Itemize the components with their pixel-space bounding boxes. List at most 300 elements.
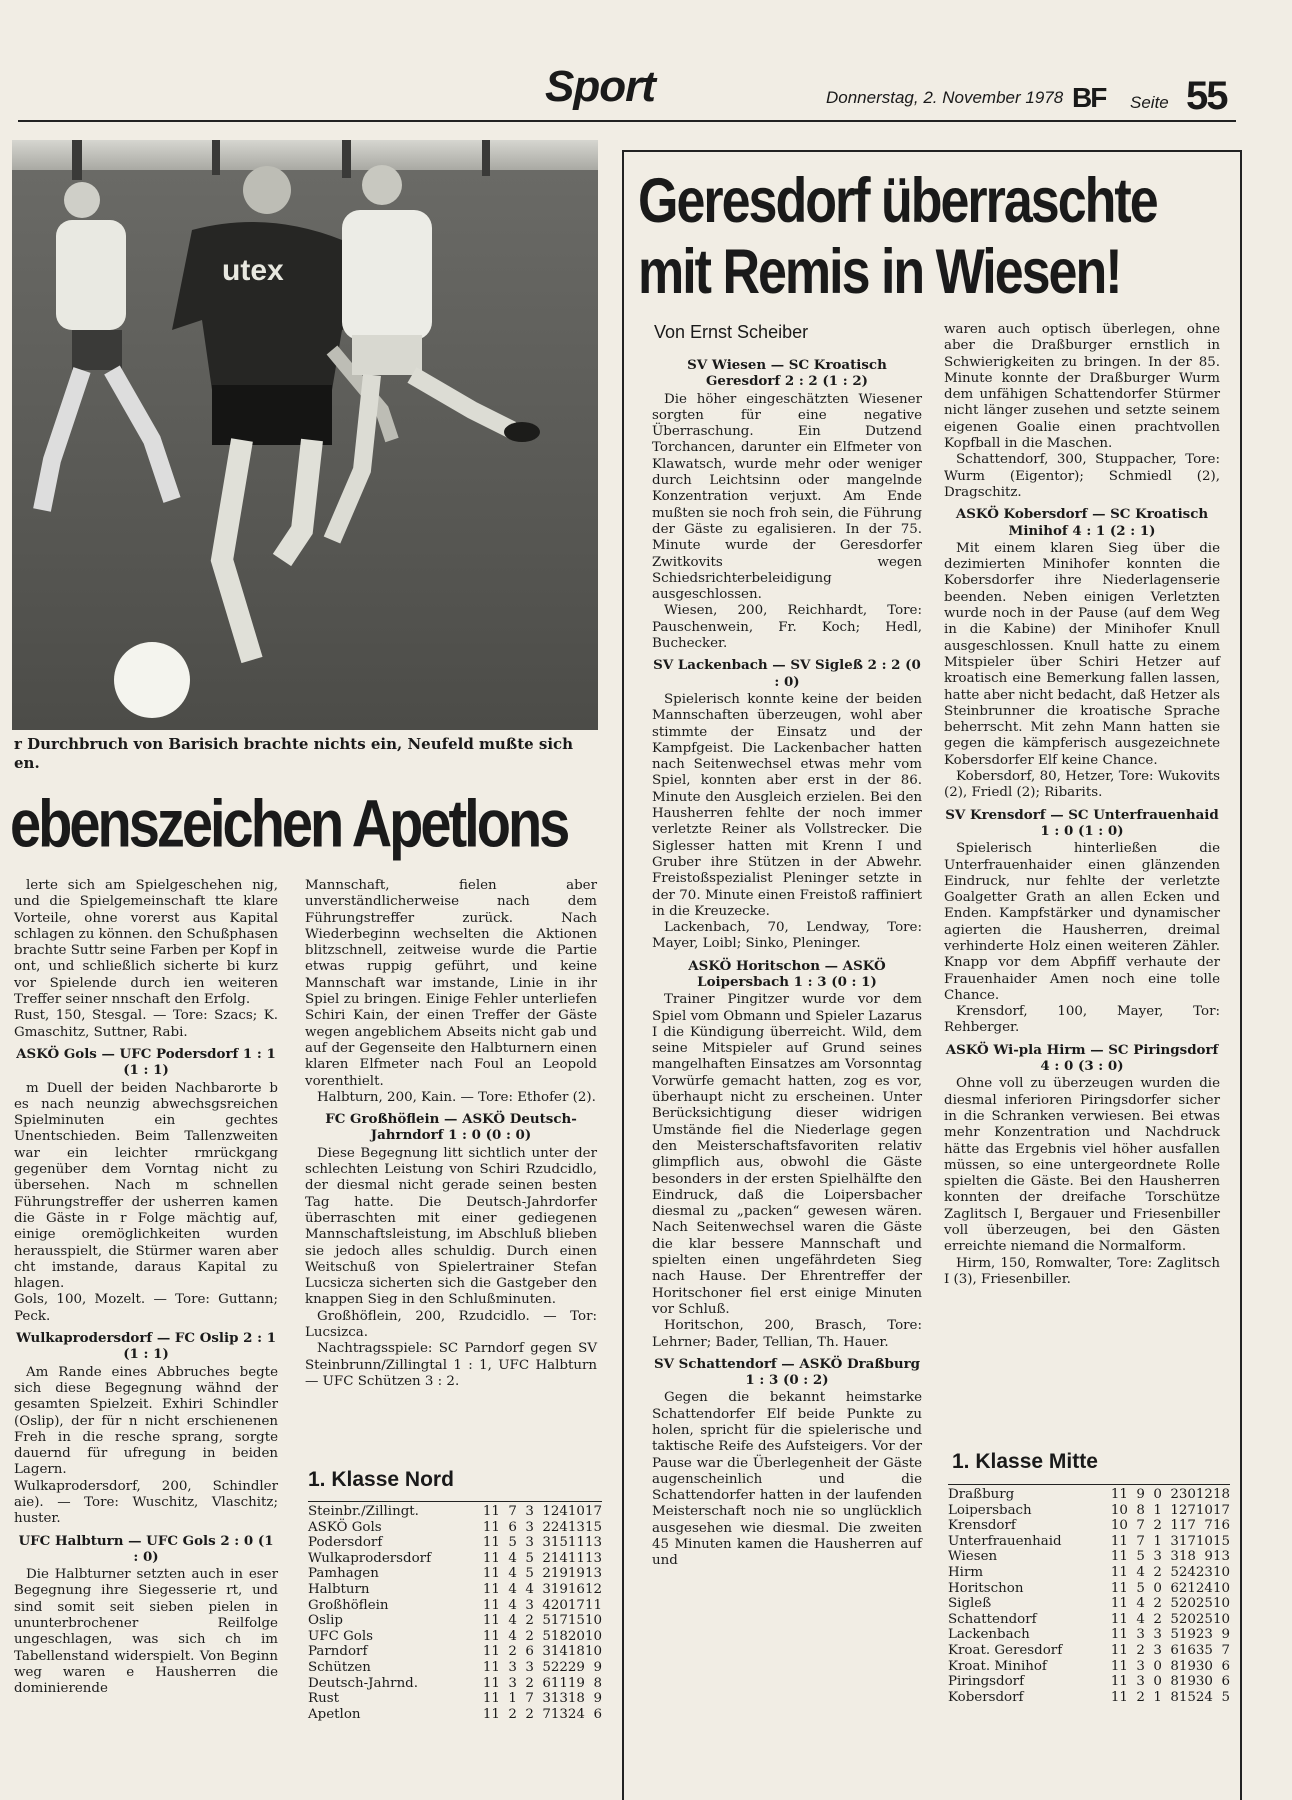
table-row <box>948 1674 1230 1690</box>
stat-cell: 18 <box>550 1628 568 1644</box>
team-name: Steinbr./Zillingt. <box>308 1504 419 1519</box>
stat-cell: 10 <box>1212 1580 1230 1596</box>
stat-cell: 11 <box>1110 1580 1128 1596</box>
stat-cell: 1 <box>542 1504 551 1519</box>
stat-cell: 3 <box>508 1675 517 1691</box>
stat-cell: 10 <box>1195 1502 1213 1518</box>
stat-cell: 3 <box>1153 1549 1162 1565</box>
team-name: Loipersbach <box>948 1502 1032 1518</box>
stat-cell: 30 <box>1195 1674 1213 1690</box>
stat-cell: 11 <box>1110 1533 1128 1549</box>
article-paragraph: Wulkaprodersdorf, 200, Schindler aie). — Tore: Wuschitz, Vlaschitz; huster. <box>14 1478 278 1527</box>
team-name: Draßburg <box>948 1487 1015 1502</box>
stat-cell: 24 <box>550 1504 568 1519</box>
stat-cell: 9 <box>1204 1549 1213 1565</box>
team-name: Kroat. Minihof <box>948 1658 1047 1674</box>
match-heading: Wulkaprodersdorf — FC Oslip 2 : 1 (1 : 1) <box>15 1330 277 1363</box>
team-name: Rust <box>308 1691 339 1707</box>
article-paragraph: Horitschon, 200, Brasch, Tore: Lehrner; Bader, Tellian, Th. Hauer. <box>652 1318 922 1350</box>
stat-cell: 5 <box>525 1566 534 1582</box>
stat-cell: 5 <box>1170 1564 1179 1580</box>
team-name: Kroat. Geresdorf <box>948 1642 1063 1658</box>
stat-cell: 15 <box>567 1613 585 1629</box>
stat-cell: 6 <box>1170 1580 1179 1596</box>
article-paragraph: Spielerisch hinterließen die Unterfrauenhaider einen glänzenden Eindruck, nur fehlte der verletzte Goalgetter Grath an allen Ecken und Enden. Kampfstärker und dynamischer agierten die Hausherren, dreimal verhinderte Holz einen weiteren Zähler. Knapp vor dem Abpfiff verhaute der Frauenhaider Amen noch eine tolle Chance. <box>944 841 1220 1003</box>
stat-cell: 17 <box>550 1613 568 1629</box>
article-paragraph: waren auch optisch überlegen, ohne aber die Draßburger ernstlich in Schwierigkeiten zu bringen. In der 85. Minute konnte der Draßburger Wurm dem unfähigen Schattendorfer Stürmer nicht länger zusehen und setzte seinem eigenen Goalie einen prachtvollen Kopfball in die Maschen. <box>944 322 1220 452</box>
stat-cell: 8 <box>1136 1502 1145 1518</box>
table-row <box>308 1504 602 1520</box>
team-name: Wiesen <box>948 1549 998 1565</box>
photo-caption <box>14 735 604 773</box>
match-heading: ASKÖ Horitschon — ASKÖ Loipersbach 1 : 3 (0 : 1) <box>688 957 886 990</box>
stat-cell: 13 <box>584 1535 602 1551</box>
article-paragraph: Am Rande eines Abbruches begte sich diese Begegnung wähnd der gesamten Spielzeit. Exhiri Schindler (Oslip), der für n nicht erschienenen Freh in die resche sprang, sorgte dauernd für ufregung in beiden Lagern. <box>14 1364 278 1478</box>
stat-cell: 23 <box>1195 1564 1213 1580</box>
team-name: ASKÖ Gols <box>308 1519 382 1535</box>
match-heading: FC Großhöflein — ASKÖ Deutsch-Jahrndorf 1 : 0 (0 : 0) <box>325 1111 577 1144</box>
stat-cell: 22 <box>550 1659 568 1675</box>
stat-cell: 0 <box>1153 1658 1162 1674</box>
stat-cell: 11 <box>584 1597 602 1613</box>
table-row <box>308 1613 602 1629</box>
match-heading: SV Schattendorf — ASKÖ Draßburg 1 : 3 (0 : 2) <box>653 1355 921 1389</box>
stat-cell: 3 <box>1153 1642 1162 1658</box>
stat-cell: 2 <box>542 1550 551 1566</box>
stat-cell: 11 <box>567 1550 585 1566</box>
team-name: Podersdorf <box>308 1535 383 1551</box>
stat-cell: 11 <box>1110 1564 1128 1580</box>
stat-cell: 3 <box>1170 1533 1179 1549</box>
stat-cell: 24 <box>1178 1564 1196 1580</box>
stat-cell: 11 <box>482 1659 500 1675</box>
table-nord <box>308 1501 602 1722</box>
article-paragraph: Gegen die bekannt heimstarke Schattendorfer Elf beide Punkte zu holen, spricht für die spielerische und taktische Reife des Aufsteigers. Vor der Pause war die Überlegenheit der Gäste augenscheinlich und die Schattendorfer hatten in der laufenden Meisterschaft noch nie so unglücklich ausgesehen wie diesmal. Die zweiten 45 Minuten kamen die Hausherren auf und <box>652 1390 922 1569</box>
stat-cell: 2 <box>1136 1689 1145 1705</box>
table-row <box>308 1707 602 1723</box>
stat-cell: 2 <box>525 1613 534 1629</box>
stat-cell: 10 <box>584 1613 602 1629</box>
article-paragraph: lerte sich am Spielgeschehen nig, und die Spielgemeinschaft tte klare Vorteile, ohne vorerst aus Kapital schlagen zu können. den Schußphasen brachte Suttr seine Farben per Kopf in ont, und schließlich sicherte bi kurz vor Spielende durch ien weiteren Treffer seiner nnschaft den Erfolg. <box>14 878 278 1008</box>
table-nord-title: 1. Klasse Nord <box>308 1468 454 1491</box>
stat-cell: 24 <box>567 1706 585 1722</box>
team-name: Parndorf <box>308 1644 368 1660</box>
stat-cell: 5 <box>1221 1689 1230 1705</box>
stat-cell: 2 <box>1153 1518 1162 1534</box>
table-row <box>308 1520 602 1536</box>
stat-cell: 7 <box>1221 1642 1230 1658</box>
table-mitte <box>948 1484 1230 1705</box>
team-name: Schattendorf <box>948 1611 1037 1627</box>
stat-cell: 4 <box>1136 1596 1145 1612</box>
team-name: Pamhagen <box>308 1566 379 1582</box>
stat-cell: 11 <box>482 1550 500 1566</box>
stat-cell: 11 <box>1110 1487 1128 1502</box>
stat-cell: 5 <box>525 1550 534 1566</box>
stat-cell: 3 <box>1136 1658 1145 1674</box>
stat-cell: 6 <box>593 1706 602 1722</box>
stat-cell: 13 <box>584 1550 602 1566</box>
stat-cell: 19 <box>567 1675 585 1691</box>
table-row <box>948 1612 1230 1628</box>
stat-cell: 7 <box>1136 1518 1145 1534</box>
stat-cell: 11 <box>482 1581 500 1597</box>
stat-cell: 1 <box>1153 1533 1162 1549</box>
stat-cell: 9 <box>593 1659 602 1675</box>
match-photo <box>12 140 598 730</box>
team-name: Unterfrauenhaid <box>948 1533 1062 1549</box>
stat-cell: 3 <box>525 1535 534 1551</box>
stat-cell: 2 <box>1153 1596 1162 1612</box>
stat-cell: 2 <box>542 1519 551 1535</box>
stat-cell: 9 <box>1136 1487 1145 1502</box>
stat-cell: 6 <box>1170 1642 1179 1658</box>
stat-cell: 35 <box>1195 1642 1213 1658</box>
stat-cell: 5 <box>1136 1549 1145 1565</box>
stat-cell: 10 <box>1110 1502 1128 1518</box>
article-paragraph: Gols, 100, Mozelt. — Tore: Guttann; Peck. <box>14 1292 278 1324</box>
football-scene-illustration <box>12 140 598 730</box>
stat-cell: 3 <box>525 1519 534 1535</box>
stat-cell: 8 <box>1170 1674 1179 1690</box>
stat-cell: 11 <box>1110 1658 1128 1674</box>
match-heading: UFC Halbturn — UFC Gols 2 : 0 (1 : 0) <box>18 1532 274 1565</box>
table-row <box>948 1518 1230 1534</box>
match-heading: SV Lackenbach — SV Sigleß 2 : 2 (0 : 0) <box>653 657 921 690</box>
article-paragraph: Mannschaft, fielen aber unverständlicherweise nach dem Führungstreffer zurück. Nach Wiederbeginn wechselten die Aktionen blitzschnell, zeitweise wurde die Partie etwas ruppig geführt, und keine Mannschaft war imstande, Linie in ihr Spiel zu bringen. Einige Fehler unterliefen Schiri Kain, der einen Treffer der Gäste wegen angeblichem Abseits nicht gab und auf der Gegenseite den Halbturnern einen klaren Elfmeter nach Foul an Leopold vorenthielt. <box>305 878 597 1089</box>
stat-cell: 11 <box>1110 1642 1128 1658</box>
stat-cell: 10 <box>1212 1564 1230 1580</box>
team-name: Wulkaprodersdorf <box>308 1550 432 1566</box>
page-number: 55 <box>1186 74 1227 118</box>
stat-cell: 19 <box>550 1581 568 1597</box>
stat-cell: 25 <box>1195 1596 1213 1612</box>
team-name: Sigleß <box>948 1596 992 1612</box>
page-label: Seite <box>1130 93 1169 112</box>
stat-cell: 5 <box>1170 1596 1179 1612</box>
table-row <box>308 1598 602 1614</box>
right-article-column-1 <box>652 352 922 1570</box>
stat-cell: 13 <box>1212 1549 1230 1565</box>
stat-cell: 10 <box>1110 1518 1128 1534</box>
stat-cell: 3 <box>542 1535 551 1551</box>
table-row <box>308 1551 602 1567</box>
stat-cell: 11 <box>1110 1627 1128 1643</box>
stat-cell: 3 <box>525 1659 534 1675</box>
stat-cell: 17 <box>584 1504 602 1519</box>
stat-cell: 27 <box>1178 1502 1196 1518</box>
table-row <box>948 1503 1230 1519</box>
table-row <box>948 1659 1230 1675</box>
table-row <box>308 1660 602 1676</box>
stat-cell: 20 <box>1178 1596 1196 1612</box>
stat-cell: 19 <box>1178 1658 1196 1674</box>
table-row <box>948 1581 1230 1597</box>
football-ball <box>114 642 190 718</box>
left-article-column-2 <box>305 878 597 1390</box>
article-paragraph: Halbturn, 200, Kain. — Tore: Ethofer (2). <box>317 1089 596 1105</box>
article-paragraph: Trainer Pingitzer wurde vor dem Spiel vom Obmann und Spieler Lazarus I die Kündigung überreicht. Wild, dem seine Mitspieler auf Grund seines mangelhaften Einsatzes am Vorsonntag Vorwürfe gemacht hatten, zog es vor, überhaupt nicht zu erscheinen. Unter Berücksichtigung dieser widrigen Umstände fiel die Niederlage gegen den Meisterschaftsfavoriten relativ glimpflich aus, obwohl die Gäste besonders in der ersten Spielhälfte den Eindruck, daß die Loipersbacher diesmal zu „packen“ gewesen wären. Nach Seitenwechsel waren die Gäste die klar bessere Mannschaft und spielten einen ungefährdeten Sieg nach Hause. Der Ehrentreffer der Horitschoner fiel erst einige Minuten vor Schluß. <box>652 992 922 1317</box>
article-paragraph: Mit einem klaren Sieg über die dezimierten Minihofer konnten die Kobersdorfer ihre Niederlagenserie beenden. Neben einigen Verletzten wurde noch in der Pause (auf dem Weg in die Kabine) der Minihofer Knull ausgeschlossen. Knull hatte zu einem Mitspieler über Schiri Hetzer auf kroatisch eine Bemerkung fallen lassen, hatte aber nicht bedacht, daß Hetzer als Steinbrunner die kroatische Sprache beherrscht. Mit zehn Mann hatten sie gegen die kämpferisch ausgezeichnete Kobersdorfer Elf keine Chance. <box>944 540 1220 768</box>
stat-cell: 20 <box>567 1628 585 1644</box>
stat-cell: 4 <box>508 1613 517 1629</box>
stat-cell: 4 <box>508 1566 517 1582</box>
stat-cell: 3 <box>1153 1627 1162 1643</box>
team-name: Deutsch-Jahrnd. <box>308 1675 419 1691</box>
stat-cell: 11 <box>482 1519 500 1535</box>
team-name: Oslip <box>308 1613 343 1629</box>
stat-cell: 9 <box>1221 1627 1230 1643</box>
stat-cell: 11 <box>482 1504 500 1519</box>
stat-cell: 11 <box>482 1597 500 1613</box>
stat-cell: 3 <box>1136 1674 1145 1690</box>
stat-cell: 2 <box>508 1706 517 1722</box>
stat-cell: 1 <box>1153 1689 1162 1705</box>
stat-cell: 30 <box>1195 1658 1213 1674</box>
right-article-column-2 <box>944 322 1220 1288</box>
stat-cell: 11 <box>482 1691 500 1707</box>
section-title: Sport <box>545 62 655 111</box>
table-row <box>308 1676 602 1692</box>
stat-cell: 2 <box>525 1628 534 1644</box>
stat-cell: 19 <box>1178 1674 1196 1690</box>
stat-cell: 6 <box>508 1519 517 1535</box>
headline-line2: mit Remis in Wiesen! <box>638 236 1121 308</box>
stat-cell: 7 <box>508 1504 517 1519</box>
stat-cell: 21 <box>1178 1580 1196 1596</box>
stat-cell: 11 <box>1110 1674 1128 1690</box>
stat-cell: 4 <box>1136 1611 1145 1627</box>
headline-line1: Geresdorf überraschte <box>638 166 1157 237</box>
match-heading: SV Wiesen — SC Kroatisch Geresdorf 2 : 2 (1 : 2) <box>687 357 887 390</box>
stat-cell: 11 <box>482 1535 500 1551</box>
stat-cell: 11 <box>1110 1611 1128 1627</box>
stat-cell: 19 <box>567 1566 585 1582</box>
table-row <box>308 1691 602 1707</box>
match-heading: ASKÖ Kobersdorf — SC Kroatisch Minihof 4 : 1 (2 : 1) <box>955 506 1209 539</box>
table-row <box>948 1534 1230 1550</box>
stat-cell: 24 <box>1195 1689 1213 1705</box>
stat-cell: 6 <box>542 1675 551 1691</box>
article-paragraph: Nachtragsspiele: SC Parndorf gegen SV Steinbrunn/Zillingtal 1 : 1, UFC Halbturn — UFC Schützen 3 : 2. <box>305 1341 597 1389</box>
stat-cell: 3 <box>542 1691 551 1707</box>
stat-cell: 3 <box>508 1659 517 1675</box>
standings-table-nord <box>308 1504 602 1722</box>
article-paragraph: m Duell der beiden Nachbarorte b es nach neunzig abwechsgsreichen Spielminuten ein gechtes Unentschieden. Beim Tallenzweiten war ein leichter rmrückgang gegenüber dem Vorntag nicht zu übersehen. Nach m schnellen Führungstreffer der usherren kamen die Gäste in r Folge mächtig auf, einige oremöglichkeiten wurden herausspielt, die Stürmer waren aber cht imstande, daraus Kapital zu hlagen. <box>14 1080 278 1292</box>
team-name: Krensdorf <box>948 1518 1016 1534</box>
stat-cell: 2 <box>1170 1487 1179 1502</box>
stat-cell: 17 <box>1178 1518 1196 1534</box>
article-paragraph: Die höher eingeschätzten Wiesener sorgten für eine negative Überraschung. Ein Dutzend Torchancen, darunter ein Elfmeter von Klawatsch, wurde mehr oder weniger durch Leichtsinn oder mangelnde Konzentration verjuxt. Am Ende mußten sie noch froh sein, die Führung der Gäste zu egalisieren. In der 75. Minute wurde der Geresdorfer Zwitkovits wegen Schiedsrichterbeleidigung ausgeschlossen. <box>652 391 922 603</box>
article-paragraph: Wiesen, 200, Reichhardt, Tore: Pauschenwein, Fr. Koch; Hedl, Buchecker. <box>652 603 922 652</box>
stat-cell: 2 <box>525 1706 534 1722</box>
stat-cell: 10 <box>1212 1611 1230 1627</box>
stat-cell: 16 <box>1178 1642 1196 1658</box>
stat-cell: 9 <box>593 1691 602 1707</box>
stat-cell: 20 <box>1178 1611 1196 1627</box>
standings-table-mitte <box>948 1487 1230 1705</box>
team-name: Kobersdorf <box>948 1689 1024 1705</box>
stat-cell: 18 <box>567 1691 585 1707</box>
stat-cell: 11 <box>1110 1689 1128 1705</box>
stat-cell: 11 <box>482 1566 500 1582</box>
stat-cell: 23 <box>1195 1627 1213 1643</box>
article-paragraph: Diese Begegnung litt sichtlich unter der schlechten Leistung von Schiri Rzudcidlo, der diesmal nicht gerade seinen besten Tag hatte. Die Deutsch-Jahrdorfer überraschten mit einer gediegenen Mannschaftsleistung, im Abschluß blieben sie jedoch alles schuldig. Durch einen Weitschuß von Spielertrainer Stefan Lucsicza sicherten sich die Gastgeber den knappen Sieg in den Schlußminuten. <box>305 1145 597 1308</box>
stat-cell: 5 <box>542 1659 551 1675</box>
stat-cell: 3 <box>542 1581 551 1597</box>
stat-cell: 13 <box>550 1691 568 1707</box>
stat-cell: 3 <box>1170 1549 1179 1565</box>
stat-cell: 10 <box>567 1504 585 1519</box>
stat-cell: 17 <box>1178 1533 1196 1549</box>
table-row <box>308 1582 602 1598</box>
stat-cell: 11 <box>1110 1549 1128 1565</box>
team-name: Großhöflein <box>308 1597 389 1613</box>
table-mitte-title: 1. Klasse Mitte <box>952 1450 1098 1473</box>
article-paragraph: Lackenbach, 70, Lendway, Tore: Mayer, Loibl; Sinko, Pleninger. <box>652 920 922 952</box>
stat-cell: 11 <box>1110 1596 1128 1612</box>
stat-cell: 13 <box>550 1706 568 1722</box>
right-article-headline <box>638 166 1238 308</box>
article-paragraph: Die Halbturner setzten auch in eser Begegnung ihre Siegesserie rt, und sind somit seit sieben pielen in ununterbrochener Reilfolge ungeschlagen, was sich ch im Tabellenstand widerspielt. Von Beginn weg waren e Hausherren die dominierende <box>14 1567 278 1697</box>
article-paragraph: Rust, 150, Stesgal. — Tore: Szacs; K. Gmaschitz, Suttner, Rabi. <box>14 1008 278 1040</box>
stat-cell: 4 <box>508 1550 517 1566</box>
stat-cell: 8 <box>593 1675 602 1691</box>
article-paragraph: Krensdorf, 100, Mayer, Tor: Rehberger. <box>944 1004 1220 1036</box>
photo-caption-line2: en. <box>14 754 40 772</box>
newspaper-logo: BF <box>1072 82 1106 113</box>
stat-cell: 3 <box>525 1597 534 1613</box>
stat-cell: 5 <box>542 1613 551 1629</box>
stat-cell: 11 <box>567 1535 585 1551</box>
table-row <box>948 1487 1230 1503</box>
stat-cell: 13 <box>584 1566 602 1582</box>
article-paragraph: Großhöflein, 200, Rzudcidlo. — Tor: Lucsizca. <box>305 1308 597 1341</box>
stat-cell: 29 <box>567 1659 585 1675</box>
stat-cell: 10 <box>584 1628 602 1644</box>
stat-cell: 17 <box>567 1597 585 1613</box>
team-name: Piringsdorf <box>948 1674 1025 1690</box>
stat-cell: 4 <box>508 1597 517 1613</box>
stat-cell: 18 <box>1212 1487 1230 1502</box>
team-name: Horitschon <box>948 1580 1024 1596</box>
stat-cell: 3 <box>542 1644 551 1660</box>
table-row <box>948 1643 1230 1659</box>
stat-cell: 17 <box>1212 1502 1230 1518</box>
left-article-headline: ebenszeichen Apetlons <box>10 785 568 861</box>
stat-cell: 2 <box>542 1566 551 1582</box>
stat-cell: 8 <box>1170 1658 1179 1674</box>
stat-cell: 6 <box>525 1644 534 1660</box>
table-row <box>948 1690 1230 1706</box>
stat-cell: 11 <box>482 1675 500 1691</box>
table-row <box>308 1644 602 1660</box>
stat-cell: 11 <box>482 1706 500 1722</box>
stat-cell: 6 <box>1221 1658 1230 1674</box>
stat-cell: 4 <box>508 1581 517 1597</box>
photo-caption-line1: r Durchbruch von Barisich brachte nichts ein, Neufeld mußte sich <box>14 735 574 753</box>
stat-cell: 0 <box>1153 1674 1162 1690</box>
stat-cell: 0 <box>1153 1487 1162 1502</box>
stat-cell: 18 <box>567 1644 585 1660</box>
stat-cell: 2 <box>525 1675 534 1691</box>
table-row <box>948 1627 1230 1643</box>
article-paragraph: Hirm, 150, Romwalter, Tore: Zaglitsch I (3), Friesenbiller. <box>944 1255 1220 1287</box>
stat-cell: 3 <box>525 1504 534 1519</box>
stat-cell: 10 <box>584 1644 602 1660</box>
stat-cell: 2 <box>1136 1642 1145 1658</box>
stat-cell: 5 <box>542 1628 551 1644</box>
match-heading: ASKÖ Gols — UFC Podersdorf 1 : 1 (1 : 1) <box>16 1045 276 1079</box>
stat-cell: 1 <box>1170 1518 1179 1534</box>
stat-cell: 12 <box>1195 1487 1213 1502</box>
issue-date: Donnerstag, 2. November 1978 <box>826 88 1064 107</box>
stat-cell: 19 <box>550 1566 568 1582</box>
stat-cell: 2 <box>1153 1611 1162 1627</box>
table-row <box>308 1629 602 1645</box>
stat-cell: 30 <box>1178 1487 1196 1502</box>
stat-cell: 5 <box>1136 1580 1145 1596</box>
team-name: Schützen <box>308 1659 371 1675</box>
stat-cell: 11 <box>482 1644 500 1660</box>
stat-cell: 10 <box>1195 1533 1213 1549</box>
stat-cell: 15 <box>550 1535 568 1551</box>
left-article-column-1 <box>14 878 278 1698</box>
stat-cell: 8 <box>1170 1689 1179 1705</box>
stat-cell: 1 <box>508 1691 517 1707</box>
stat-cell: 18 <box>1178 1549 1196 1565</box>
table-row <box>948 1596 1230 1612</box>
stat-cell: 2 <box>508 1644 517 1660</box>
stat-cell: 4 <box>508 1628 517 1644</box>
stat-cell: 5 <box>1170 1611 1179 1627</box>
stat-cell: 24 <box>1195 1580 1213 1596</box>
stat-cell: 2 <box>1153 1564 1162 1580</box>
stat-cell: 11 <box>482 1613 500 1629</box>
byline: Von Ernst Scheiber <box>654 322 809 342</box>
stat-cell: 11 <box>550 1675 568 1691</box>
stat-cell: 7 <box>1204 1518 1213 1534</box>
stat-cell: 16 <box>1212 1518 1230 1534</box>
stat-cell: 14 <box>550 1644 568 1660</box>
team-name: Hirm <box>948 1564 984 1580</box>
match-heading: SV Krensdorf — SC Unterfrauenhaid 1 : 0 (1 : 0) <box>945 806 1219 839</box>
stat-cell: 7 <box>525 1691 534 1707</box>
stat-cell: 16 <box>567 1581 585 1597</box>
stat-cell: 15 <box>584 1519 602 1535</box>
team-name: Halbturn <box>308 1581 370 1597</box>
stat-cell: 25 <box>1195 1611 1213 1627</box>
stat-cell: 10 <box>1212 1596 1230 1612</box>
stat-cell: 1 <box>1153 1502 1162 1518</box>
team-name: UFC Gols <box>308 1628 373 1644</box>
match-heading: ASKÖ Wi-pla Hirm — SC Piringsdorf 4 : 0 (3 : 0) <box>945 1041 1219 1075</box>
stat-cell: 6 <box>1221 1674 1230 1690</box>
stat-cell: 7 <box>1136 1533 1145 1549</box>
stat-cell: 15 <box>1178 1689 1196 1705</box>
article-paragraph: Spielerisch konnte keine der beiden Mannschaften überzeugen, wohl aber stimmte der Einsatz und der Kampfgeist. Die Lackenbacher hatten nach Seitenwechsel etwas mehr vom Spiel, konnten aber erst in der 86. Minute den Ausgleich erzielen. Bei den Hausherren fehlte der noch immer verletzte Reiner als Vollstrecker. Die Siglesser hatten mit Krenn I und Gruber ihre Stützen in der Abwehr. Freistoßspezialist Pleninger setzte in der 70. Minute einen Freistoß raffiniert in die Kreuzecke. <box>652 691 922 919</box>
stat-cell: 7 <box>542 1706 551 1722</box>
article-paragraph: Schattendorf, 300, Stuppacher, Tore: Wurm (Eigentor); Schmiedl (2), Dragschitz. <box>944 452 1220 500</box>
stat-cell: 19 <box>1178 1627 1196 1643</box>
stat-cell: 24 <box>550 1519 568 1535</box>
stat-cell: 5 <box>1170 1627 1179 1643</box>
article-paragraph: Kobersdorf, 80, Hetzer, Tore: Wukovits (2), Friedl (2); Ribarits. <box>944 769 1220 801</box>
stat-cell: 13 <box>567 1519 585 1535</box>
stat-cell: 14 <box>550 1550 568 1566</box>
stat-cell: 15 <box>1212 1533 1230 1549</box>
stat-cell: 1 <box>1170 1502 1179 1518</box>
